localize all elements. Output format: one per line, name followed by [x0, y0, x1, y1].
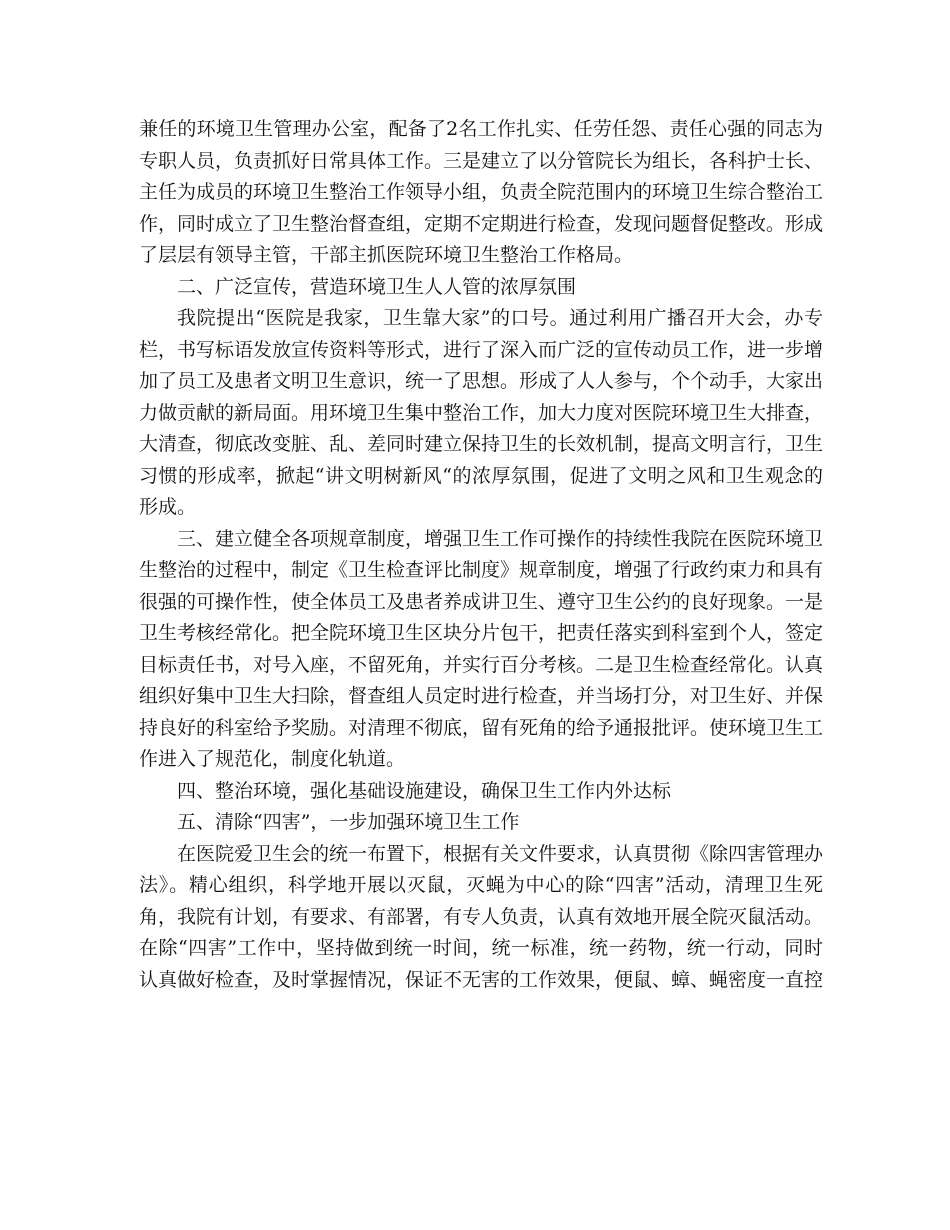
- heading-publicity: 二、广泛宣传，营造环境卫生人人管的浓厚氛围: [177, 275, 577, 298]
- heading-four-pests: 五、清除“四害”，一步加强环境卫生工作: [177, 811, 520, 833]
- paragraph-publicity: 我院提出“医院是我家，卫生靠大家”的口号。通过利用广播召开大会，办专栏，书写标语发放宣传资料等形式，进行了深入而广泛的宣传动员工作，进一步增加了员工及患者文明卫生意识，统一了思想。形成了人人参与，个个动手，大家出力做贡献的新局面。用环境卫生集中整治工作，加大力度对医院环境卫生大排查，大清查，彻底改变脏、乱、差同时建立保持卫生的长效机制，提高文明言行，卫生习惯的形成率，掀起“讲文明树新风“的浓厚氛围，促进了文明之风和卫生观念的形成。: [139, 307, 824, 518]
- paragraph-office-staffing: 兼任的环境卫生管理办公室，配备了2名工作扎实、任劳任怨、责任心强的同志为专职人员，负责抓好日常具体工作。三是建立了以分管院长为组长，各科护士长、主任为成员的环境卫生整治工作领导小组，负责全院范围内的环境卫生综合整治工作，同时成立了卫生整治督查组，定期不定期进行检查，发现问题督促整改。形成了层层有领导主管，干部主抓医院环境卫生整治工作格局。: [139, 118, 824, 266]
- document-body: [139, 114, 823, 996]
- heading-environment: 四、整治环境，强化基础设施建设，确保卫生工作内外达标: [177, 779, 672, 802]
- paragraph-regulations: 三、建立健全各项规章制度，增强卫生工作可操作的持续性我院在医院环境卫生整治的过程中，制定《卫生检查评比制度》规章制度，增强了行政约束力和具有很强的可操作性，使全体员工及患者养成讲卫生、遵守卫生公约的良好现象。一是卫生考核经常化。把全院环境卫生区块分片包干，把责任落实到科室到个人，签定目标责任书，对号入座，不留死角，并实行百分考核。二是卫生检查经常化。认真组织好集中卫生大扫除，督查组人员定时进行检查，并当场打分，对卫生好、并保持良好的科室给予奖励。对清理不彻底，留有死角的给予通报批评。使环境卫生工作进入了规范化，制度化轨道。: [139, 527, 824, 770]
- paragraph-four-pests: 在医院爱卫生会的统一布置下，根据有关文件要求，认真贯彻《除四害管理办法》。精心组织，科学地开展以灭鼠，灭蝇为中心的除“四害”活动，清理卫生死角，我院有计划，有要求、有部署，有专人负责，认真有效地开展全院灭鼠活动。在除“四害”工作中，坚持做到统一时间，统一标准，统一药物，统一行动，同时认真做好检查，及时掌握情况，保证不无害的工作效果，便鼠、蟑、蝇密度一直控: [139, 842, 824, 991]
